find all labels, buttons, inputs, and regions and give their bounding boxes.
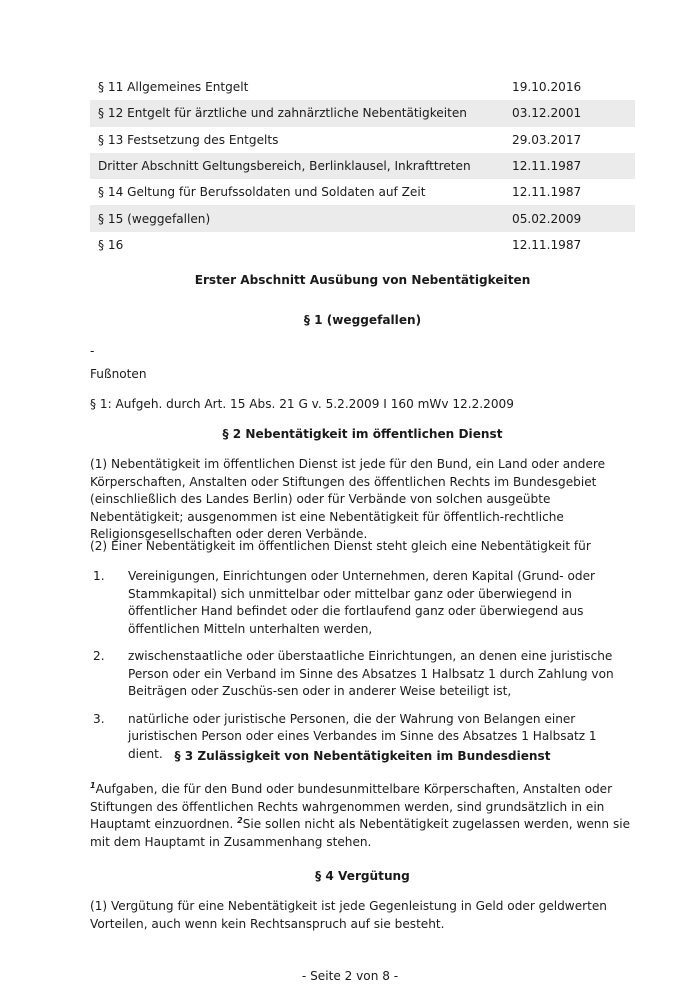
toc-title: § 13 Festsetzung des Entgelts (98, 132, 279, 147)
list-item-number: 2. (93, 649, 105, 663)
para2-abs1: (1) Nebentätigkeit im öffentlichen Dienst ist jede für den Bund, ein Land oder andere Körperschaften, Anstalten oder Stiftungen des öffentlichen Rechts im Bundesgebiet (einschließlich des Landes Berlin) oder für Verbände von solchen ausgeübte Nebentätigkeit; ausgenommen ist eine Nebentätigkeit für öffentlich-rechtliche Religionsgesellschaften oder deren Verbände. (90, 457, 606, 541)
para4-abs1: (1) Vergütung für eine Nebentätigkeit ist jede Gegenleistung in Geld oder geldwerten Vorteilen, auch wenn kein Rechtsanspruch auf sie besteht. (90, 899, 607, 931)
list-item-number: 1. (93, 569, 105, 583)
toc-title: § 12 Entgelt für ärztliche und zahnärztliche Nebentätigkeiten (90, 100, 512, 126)
sentence-number: 1 (90, 781, 96, 790)
toc-row (90, 179, 635, 205)
toc-date: 05.02.2009 (512, 205, 635, 231)
toc-title: § 11 Allgemeines Entgelt (98, 80, 249, 95)
toc-date: 29.03.2017 (512, 132, 582, 147)
toc-title: § 14 Geltung für Berufssoldaten und Soldaten auf Zeit (98, 185, 426, 200)
toc-table (90, 74, 635, 258)
para3-sentence2: Sie sollen nicht als Nebentätigkeit zugelassen werden, wenn sie mit dem Hauptamt in Zusammenhang stehen. (90, 817, 631, 849)
list-item-text: natürliche oder juristische Personen, die der Wahrung von Belangen einer juristischen Person oder eines Verbandes im Sinne des Absatzes 1 Halbsatz 1 dient. (128, 711, 597, 761)
toc-title: § 16 (98, 237, 124, 252)
para1-heading: § 1 (weggefallen) (303, 313, 422, 327)
toc-date: 19.10.2016 (512, 80, 582, 95)
sentence-number: 2 (237, 816, 243, 825)
list-item (90, 648, 635, 701)
para1-dash: - (90, 344, 95, 358)
list-item-number: 3. (93, 711, 105, 726)
para3-heading: § 3 Zulässigkeit von Nebentätigkeiten im Bundesdienst (174, 749, 551, 763)
toc-date: 12.11.1987 (512, 237, 582, 252)
list-item (90, 568, 635, 638)
toc-date: 12.11.1987 (512, 153, 635, 179)
toc-date: 12.11.1987 (512, 185, 582, 200)
page-footer: - Seite 2 von 8 - (301, 969, 399, 983)
toc-date: 03.12.2001 (512, 100, 635, 126)
toc-title: § 15 (weggefallen) (90, 205, 512, 231)
toc-row (90, 100, 635, 126)
toc-row (90, 74, 635, 100)
list-item-text: zwischenstaatliche oder überstaatliche Einrichtungen, an denen eine juristische Person oder ein Verband im Sinne des Absatzes 1 Halbsatz 1 durch Zahlung von Beiträgen oder Zuschüs-sen oder in anderer Weise beteiligt ist, (128, 649, 614, 698)
footnote-text: § 1: Aufgeh. durch Art. 15 Abs. 21 G v. 5.2.2009 I 160 mWv 12.2.2009 (90, 397, 514, 411)
toc-row (90, 127, 635, 153)
toc-row (90, 232, 635, 258)
para4-heading: § 4 Vergütung (315, 869, 410, 883)
para2-list (90, 568, 635, 773)
toc-row (90, 153, 635, 179)
toc-row (90, 205, 635, 231)
para2-heading: § 2 Nebentätigkeit im öffentlichen Dienst (222, 427, 503, 441)
section-heading: Erster Abschnitt Ausübung von Nebentätigkeiten (194, 273, 531, 287)
para2-abs2: (2) Einer Nebentätigkeit im öffentlichen Dienst steht gleich eine Nebentätigkeit für (90, 539, 591, 553)
footnotes-label: Fußnoten (90, 367, 147, 381)
para3-text (90, 781, 635, 851)
toc-title: Dritter Abschnitt Geltungsbereich, Berlinklausel, Inkrafttreten (90, 153, 512, 179)
list-item-text: Vereinigungen, Einrichtungen oder Unternehmen, deren Kapital (Grund- oder Stammkapital) sich unmittelbar oder mittelbar ganz oder überwiegend in öffentlicher Hand befindet oder die fortlaufend ganz oder überwiegend aus öffentlichen Mitteln unterhalten werden, (128, 569, 595, 636)
para3-sentence1: Aufgaben, die für den Bund oder bundesunmittelbare Körperschaften, Anstalten oder Stiftungen des öffentlichen Rechts wahrgenommen werden, sind grundsätzlich in ein Hauptamt einzuordnen. (90, 782, 613, 831)
